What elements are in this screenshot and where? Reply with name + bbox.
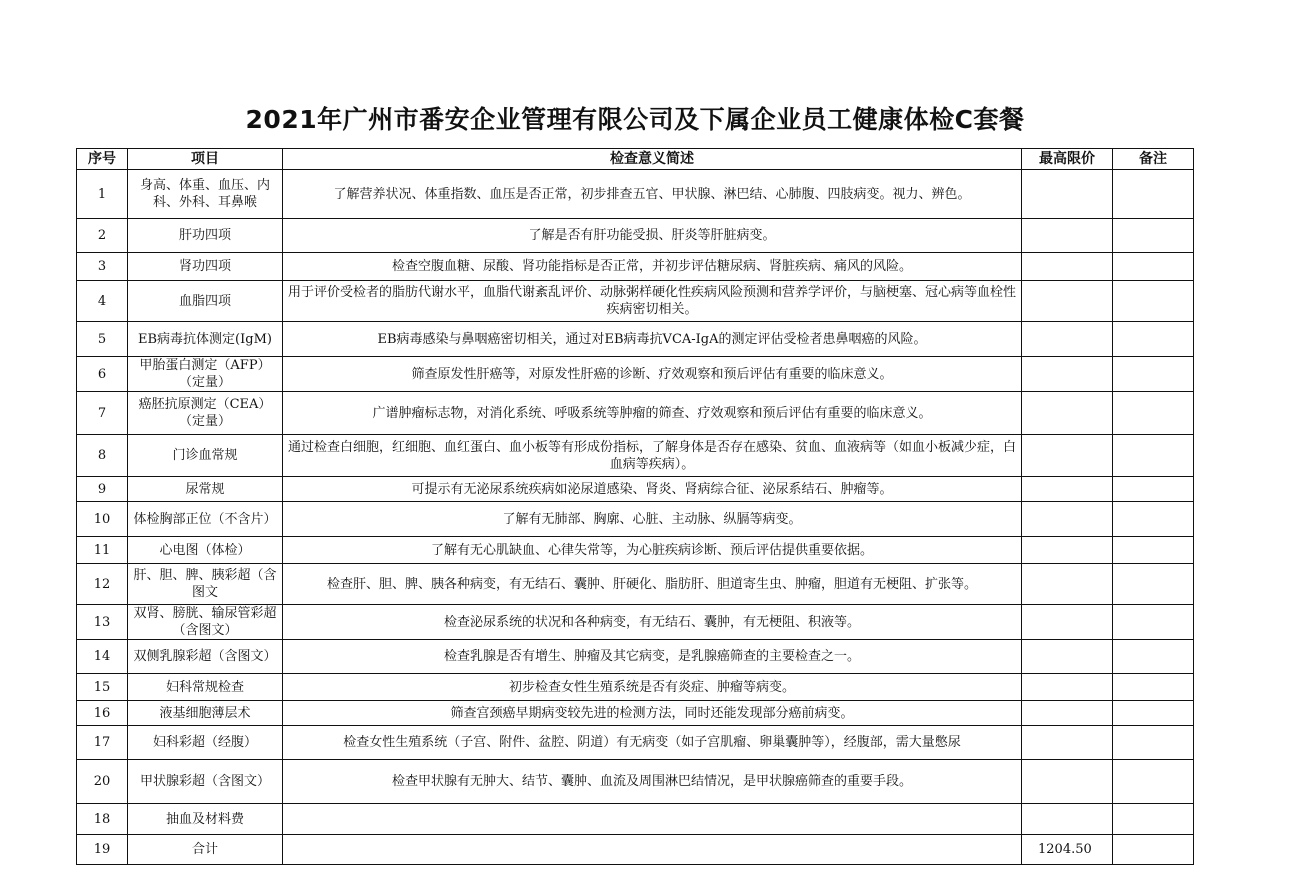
row-description: 检查甲状腺有无肿大、结节、囊肿、血流及周围淋巴结情况，是甲状腺癌筛查的重要手段。 [283,760,1022,804]
row-description: 检查女性生殖系统（子宫、附件、盆腔、阴道）有无病变（如子宫肌瘤、卵巢囊肿等），经腹部，需大量憋尿 [283,726,1022,760]
row-remark [1113,726,1194,760]
row-number: 4 [77,281,128,322]
row-number: 11 [77,537,128,564]
row-description: 检查肝、胆、脾、胰各种病变，有无结石、囊肿、肝硬化、脂肪肝、胆道寄生虫、肿瘤，胆道有无梗阻、扩张等。 [283,564,1022,605]
health-check-table [76,148,1194,865]
row-number: 1 [77,170,128,219]
row-item: 门诊血常规 [128,435,283,477]
row-number: 5 [77,322,128,357]
row-description: 了解有无心肌缺血、心律失常等，为心脏疾病诊断、预后评估提供重要依据。 [283,537,1022,564]
row-price [1022,674,1113,701]
row-number: 8 [77,435,128,477]
table-row [77,357,1194,392]
row-remark [1113,835,1194,865]
row-item: 肝、胆、脾、胰彩超（含图文 [128,564,283,605]
table-row [77,281,1194,322]
row-item: 身高、体重、血压、内科、外科、耳鼻喉 [128,170,283,219]
row-number: 19 [77,835,128,865]
row-item: 合计 [128,835,283,865]
table-row [77,640,1194,674]
row-item: 妇科常规检查 [128,674,283,701]
row-item: 肾功四项 [128,253,283,281]
table-row [77,804,1194,835]
table-row [77,502,1194,537]
row-item: 双肾、膀胱、输尿管彩超（含图文） [128,605,283,640]
table-row [77,219,1194,253]
table-header-row [77,149,1194,170]
row-remark [1113,701,1194,726]
document-title: 2021年广州市番安企业管理有限公司及下属企业员工健康体检C套餐 [245,105,1025,134]
row-remark [1113,477,1194,502]
row-description: 了解有无肺部、胸廓、心脏、主动脉、纵膈等病变。 [283,502,1022,537]
row-price [1022,357,1113,392]
row-remark [1113,435,1194,477]
row-description: 检查空腹血糖、尿酸、肾功能指标是否正常，并初步评估糖尿病、肾脏疾病、痛风的风险。 [283,253,1022,281]
row-description [283,804,1022,835]
row-description: 通过检查白细胞，红细胞、血红蛋白、血小板等有形成份指标，了解身体是否存在感染、贫血、血液病等（如血小板减少症，白血病等疾病）。 [283,435,1022,477]
row-description: 广谱肿瘤标志物，对消化系统、呼吸系统等肿瘤的筛查、疗效观察和预后评估有重要的临床意义。 [283,392,1022,435]
row-number: 18 [77,804,128,835]
row-item: 抽血及材料费 [128,804,283,835]
row-number: 15 [77,674,128,701]
row-price [1022,477,1113,502]
row-item: 双侧乳腺彩超（含图文） [128,640,283,674]
table-row [77,605,1194,640]
row-description: 检查泌尿系统的状况和各种病变，有无结石、囊肿，有无梗阻、积液等。 [283,605,1022,640]
row-remark [1113,760,1194,804]
row-price [1022,640,1113,674]
row-remark [1113,170,1194,219]
row-price [1022,219,1113,253]
table-row [77,564,1194,605]
row-item: 癌胚抗原测定（CEA）（定量） [128,392,283,435]
table-row [77,253,1194,281]
row-price [1022,435,1113,477]
row-description: 检查乳腺是否有增生、肿瘤及其它病变，是乳腺癌筛查的主要检查之一。 [283,640,1022,674]
row-price [1022,170,1113,219]
row-price [1022,537,1113,564]
row-item: 甲状腺彩超（含图文） [128,760,283,804]
row-number: 6 [77,357,128,392]
row-description: 可提示有无泌尿系统疾病如泌尿道感染、肾炎、肾病综合征、泌尿系结石、肿瘤等。 [283,477,1022,502]
row-price [1022,281,1113,322]
table-row [77,170,1194,219]
table-row [77,477,1194,502]
table-row [77,435,1194,477]
row-description: 筛查宫颈癌早期病变较先进的检测方法，同时还能发现部分癌前病变。 [283,701,1022,726]
row-price [1022,392,1113,435]
row-remark [1113,322,1194,357]
table-row [77,701,1194,726]
row-number: 2 [77,219,128,253]
row-item: 体检胸部正位（不含片） [128,502,283,537]
row-item: 血脂四项 [128,281,283,322]
row-remark [1113,392,1194,435]
row-item: 尿常规 [128,477,283,502]
row-remark [1113,640,1194,674]
row-description: 了解是否有肝功能受损、肝炎等肝脏病变。 [283,219,1022,253]
row-number: 3 [77,253,128,281]
table-row [77,835,1194,865]
table-row [77,392,1194,435]
row-remark [1113,219,1194,253]
table-row [77,322,1194,357]
row-description [283,835,1022,865]
row-price [1022,804,1113,835]
row-item: 妇科彩超（经腹） [128,726,283,760]
row-description: 筛查原发性肝癌等，对原发性肝癌的诊断、疗效观察和预后评估有重要的临床意义。 [283,357,1022,392]
row-price [1022,760,1113,804]
row-description: 用于评价受检者的脂肪代谢水平，血脂代谢紊乱评价、动脉粥样硬化性疾病风险预测和营养学评价，与脑梗塞、冠心病等血栓性疾病密切相关。 [283,281,1022,322]
row-remark [1113,537,1194,564]
row-remark [1113,502,1194,537]
row-remark [1113,357,1194,392]
row-item: 液基细胞薄层术 [128,701,283,726]
row-price [1022,701,1113,726]
row-number: 16 [77,701,128,726]
row-price [1022,564,1113,605]
row-price [1022,322,1113,357]
row-number: 9 [77,477,128,502]
row-remark [1113,564,1194,605]
row-description: 初步检查女性生殖系统是否有炎症、肿瘤等病变。 [283,674,1022,701]
row-price [1022,726,1113,760]
row-number: 7 [77,392,128,435]
row-number: 14 [77,640,128,674]
row-number: 13 [77,605,128,640]
row-price: 1204.50 [1022,835,1113,865]
row-item: 甲胎蛋白测定（AFP）（定量） [128,357,283,392]
header-no: 序号 [77,149,128,170]
table-row [77,674,1194,701]
table-row [77,537,1194,564]
row-number: 12 [77,564,128,605]
header-item: 项目 [128,149,283,170]
row-remark [1113,281,1194,322]
row-number: 10 [77,502,128,537]
row-description: EB病毒感染与鼻咽癌密切相关，通过对EB病毒抗VCA-IgA的测定评估受检者患鼻咽癌的风险。 [283,322,1022,357]
row-remark [1113,804,1194,835]
row-number: 17 [77,726,128,760]
row-price [1022,253,1113,281]
row-item: 心电图（体检） [128,537,283,564]
row-item: EB病毒抗体测定(IgM) [128,322,283,357]
table-row [77,726,1194,760]
row-remark [1113,605,1194,640]
row-remark [1113,253,1194,281]
header-remark: 备注 [1113,149,1194,170]
row-remark [1113,674,1194,701]
row-number: 20 [77,760,128,804]
header-price: 最高限价 [1022,149,1113,170]
row-price [1022,502,1113,537]
row-item: 肝功四项 [128,219,283,253]
table-row [77,760,1194,804]
row-price [1022,605,1113,640]
row-description: 了解营养状况、体重指数、血压是否正常，初步排查五官、甲状腺、淋巴结、心肺腹、四肢病变。视力、辨色。 [283,170,1022,219]
header-desc: 检查意义简述 [283,149,1022,170]
